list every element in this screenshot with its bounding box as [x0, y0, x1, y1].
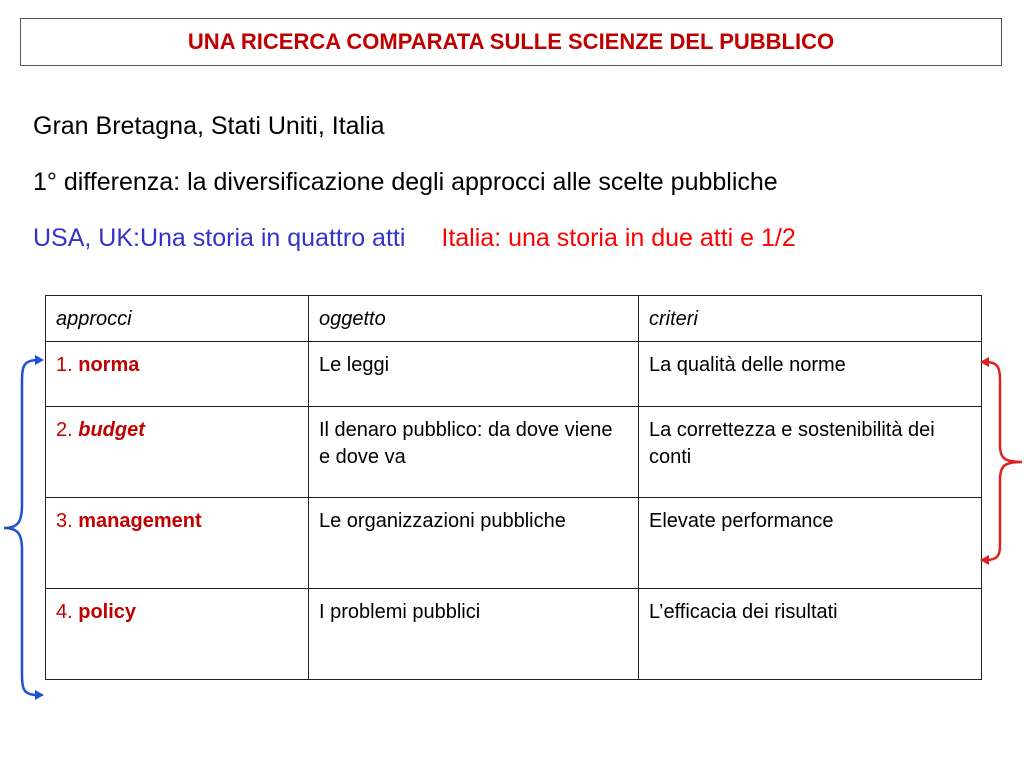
- table-row: [46, 342, 982, 407]
- object-cell: I problemi pubblici: [309, 589, 639, 680]
- object-cell: Le leggi: [309, 342, 639, 407]
- page-title: UNA RICERCA COMPARATA SULLE SCIENZE DEL PUBBLICO: [20, 18, 1002, 66]
- header-approcci: approcci: [46, 296, 309, 342]
- right-brace-icon: [978, 350, 1024, 570]
- row-number: 1.: [56, 354, 73, 376]
- object-cell: Le organizzazioni pubbliche: [309, 498, 639, 589]
- criteria-cell: Elevate performance: [639, 498, 982, 589]
- row-number: 2.: [56, 419, 73, 441]
- object-cell: Il denaro pubblico: da dove viene e dove va: [309, 407, 639, 498]
- approaches-table: [45, 295, 982, 680]
- usa-uk-history: USA, UK:Una storia in quattro atti: [33, 224, 406, 252]
- approach-name: management: [78, 510, 202, 532]
- approach-name: policy: [78, 601, 137, 623]
- countries-line: Gran Bretagna, Stati Uniti, Italia: [33, 112, 385, 140]
- table-header-row: [46, 296, 982, 342]
- approach-cell: [46, 342, 309, 407]
- approach-name: budget: [78, 419, 145, 441]
- left-brace-icon: [0, 350, 50, 705]
- criteria-cell: L’efficacia dei risultati: [639, 589, 982, 680]
- approach-cell: [46, 589, 309, 680]
- row-number: 4.: [56, 601, 73, 623]
- row-number: 3.: [56, 510, 73, 532]
- approach-name: norma: [78, 354, 140, 376]
- difference-line: 1° differenza: la diversificazione degli approcci alle scelte pubbliche: [33, 168, 778, 196]
- header-criteri: criteri: [639, 296, 982, 342]
- approach-cell: [46, 498, 309, 589]
- italy-history: Italia: una storia in due atti e 1/2: [441, 224, 796, 252]
- criteria-cell: La correttezza e sostenibilità dei conti: [639, 407, 982, 498]
- table-row: [46, 498, 982, 589]
- history-line: [33, 224, 796, 253]
- table-row: [46, 407, 982, 498]
- criteria-cell: La qualità delle norme: [639, 342, 982, 407]
- header-oggetto: oggetto: [309, 296, 639, 342]
- approach-cell: [46, 407, 309, 498]
- table-row: [46, 589, 982, 680]
